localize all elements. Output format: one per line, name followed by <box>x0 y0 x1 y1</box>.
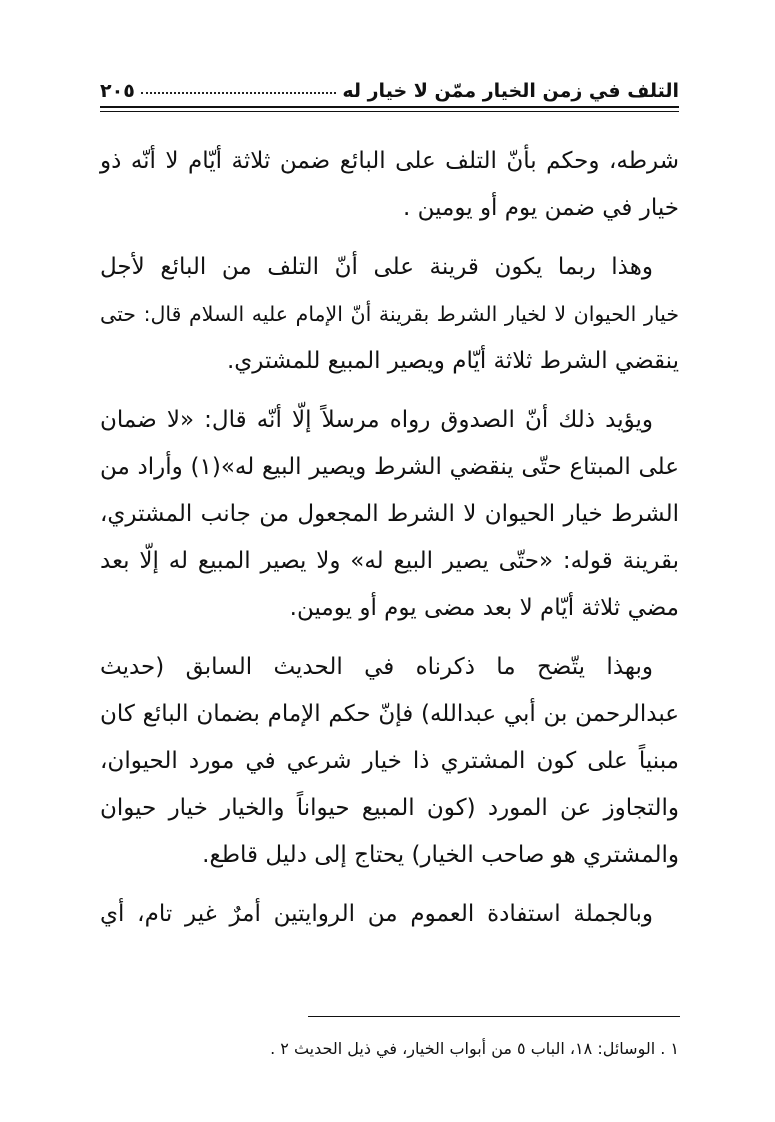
text-line: وبالجملة استفادة العموم من الروايتين أمرٌ غير تام، أي <box>100 901 653 927</box>
paragraph-1 <box>100 138 679 232</box>
paragraph-2 <box>100 244 679 385</box>
text-line: ويؤيد ذلك أنّ الصدوق رواه مرسلاً إلّا أنّه قال: «لا ضمان <box>100 407 653 433</box>
text-line: شرطه، وحكم بأنّ التلف على البائع ضمن ثلاثة أيّام لا أنّه ذو <box>100 148 679 174</box>
paragraph-3 <box>100 397 679 632</box>
text-line: مبنياً على كون المشتري ذا خيار شرعي في مورد الحيوان، <box>100 748 679 774</box>
text-line: ينقضي الشرط ثلاثة أيّام ويصير المبيع للمشتري. <box>226 348 679 374</box>
footnote-separator <box>308 1016 680 1017</box>
running-title: التلف في زمن الخيار ممّن لا خيار له <box>342 80 679 102</box>
text-line: وهذا ربما يكون قرينة على أنّ التلف من البائع لأجل <box>100 254 653 280</box>
text-line: بقرينة قوله: «حتّى يصير البيع له» ولا يصير المبيع له إلّا بعد <box>100 548 679 574</box>
text-line: مضي ثلاثة أيّام لا بعد مضى يوم أو يومين. <box>289 595 679 621</box>
page-number: ٢٠٥ <box>100 80 135 102</box>
text-line: والتجاوز عن المورد (كون المبيع حيواناً والخيار خيار حيوان <box>100 795 679 821</box>
text-line: الشرط خيار الحيوان لا الشرط المجعول من جانب المشتري، <box>100 501 679 527</box>
footnote: ١ . الوسائل: ١٨، الباب ٥ من أبواب الخيار، في ذيل الحديث ٢ . <box>270 1039 679 1058</box>
main-text <box>100 138 679 950</box>
leader-dots <box>141 91 337 94</box>
paragraph-5 <box>100 891 679 938</box>
text-line: خيار في ضمن يوم أو يومين . <box>402 195 679 221</box>
text-line: خيار الحيوان لا لخيار الشرط بقرينة أنّ الإمام عليه السلام قال: حتى <box>100 302 679 326</box>
header-rule-thick <box>100 106 679 108</box>
header-rule-thin <box>100 111 679 112</box>
running-header <box>100 62 679 102</box>
text-line: وبهذا يتّضح ما ذكرناه في الحديث السابق (حديث <box>100 654 653 680</box>
text-line: على المبتاع حتّى ينقضي الشرط ويصير البيع له»(١) وأراد من <box>100 454 679 480</box>
paragraph-4 <box>100 644 679 879</box>
text-line: والمشتري هو صاحب الخيار) يحتاج إلى دليل قاطع. <box>202 842 679 868</box>
text-line: عبدالرحمن بن أبي عبدالله) فإنّ حكم الإمام بضمان البائع كان <box>100 701 679 727</box>
